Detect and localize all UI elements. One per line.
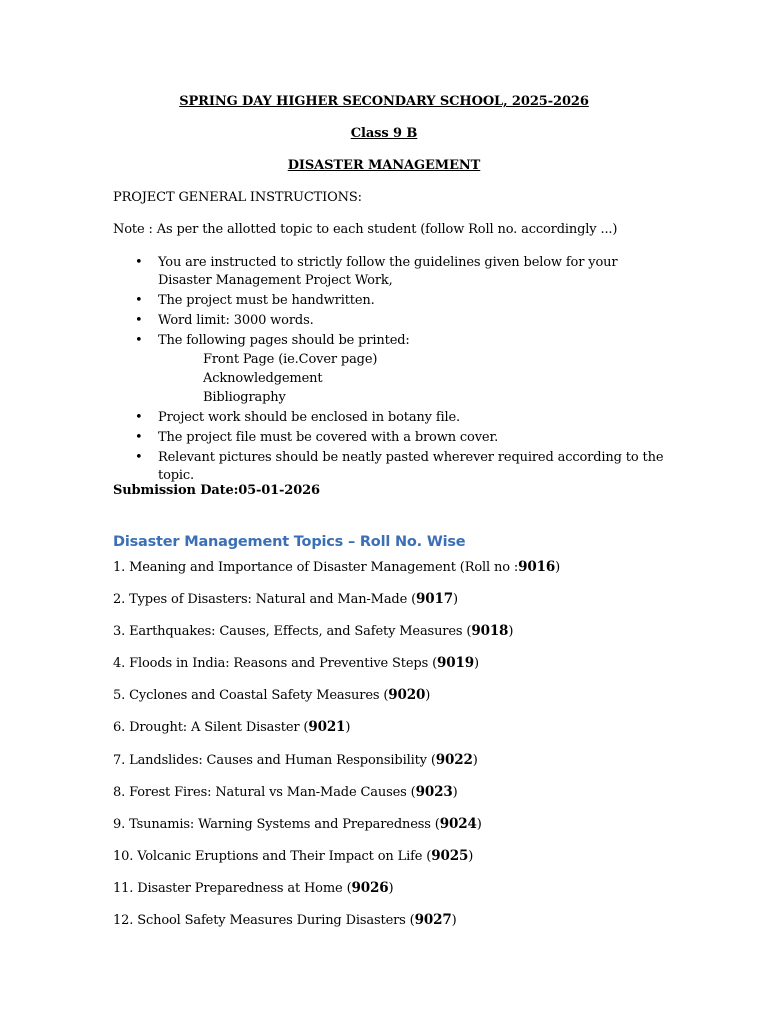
topic-item	[113, 911, 560, 943]
topic-text: 2. Types of Disasters: Natural and Man-Made (	[113, 592, 417, 608]
topic-text: 9. Tsunamis: Warning Systems and Preparedness (	[113, 816, 440, 832]
list-item: • You are instructed to strictly follow the guidelines given below for your Disaster Management Project Work,	[135, 255, 618, 288]
instructions-note: Note : As per the allotted topic to each student (follow Roll no. accordingly ...)	[113, 222, 618, 237]
topic-text: 4. Floods in India: Reasons and Preventive Steps (	[113, 656, 438, 672]
topic-roll-number: 9016	[518, 559, 556, 575]
topic-close: )	[453, 592, 458, 608]
topic-item	[113, 654, 560, 686]
printed-page-item: Bibliography	[203, 390, 286, 405]
topic-roll-number: 9022	[435, 751, 473, 768]
list-item: • The following pages should be printed: Front Page (ie.Cover page) Acknowledgement Bibliography	[113, 332, 673, 407]
printed-page-item: Front Page (ie.Cover page)	[203, 352, 378, 367]
topic-roll-number: 9021	[308, 719, 346, 736]
topic-roll-number: 9019	[437, 655, 475, 672]
topic-roll-number: 9024	[439, 815, 477, 832]
bullet-icon: •	[135, 255, 143, 270]
topic-close: )	[508, 624, 514, 640]
topic-item	[113, 879, 560, 911]
topic-roll-number: 9018	[471, 623, 509, 640]
bullet-icon: •	[135, 450, 143, 465]
topic-close: )	[345, 720, 351, 736]
topic-text: 5. Cyclones and Coastal Safety Measures (	[113, 688, 389, 704]
instructions-list	[113, 254, 673, 487]
subject-title: DISASTER MANAGEMENT	[287, 158, 481, 173]
topics-list	[113, 558, 560, 943]
topic-text: 8. Forest Fires: Natural vs Man-Made Causes (	[113, 784, 416, 800]
list-item: • Word limit: 3000 words.	[135, 313, 314, 328]
school-title: SPRING DAY HIGHER SECONDARY SCHOOL, 2025-2026	[179, 94, 589, 109]
list-item: • Project work should be enclosed in botany file.	[135, 410, 461, 425]
bullet-icon: •	[135, 293, 143, 308]
topic-roll-number: 9023	[415, 783, 453, 800]
topic-roll-number: 9020	[388, 687, 426, 704]
topic-text: 7. Landslides: Causes and Human Responsibility (	[113, 752, 436, 768]
topic-close: )	[476, 816, 482, 832]
topic-text: 12. School Safety Measures During Disasters (	[113, 913, 415, 929]
topic-item	[113, 590, 560, 622]
topic-text: 10. Volcanic Eruptions and Their Impact on Life (	[113, 848, 432, 864]
instructions-title: PROJECT GENERAL INSTRUCTIONS:	[113, 190, 362, 205]
topic-roll-number: 9027	[414, 912, 452, 929]
topic-item	[113, 751, 560, 783]
topic-item	[113, 686, 560, 718]
list-item: • Relevant pictures should be neatly pasted wherever required according to the topic.	[135, 450, 664, 483]
topic-close: )	[452, 784, 458, 800]
bullet-icon: •	[135, 410, 143, 425]
topic-text: 6. Drought: A Silent Disaster (	[113, 720, 309, 736]
topic-roll-number: 9026	[351, 879, 389, 896]
class-title: Class 9 B	[350, 126, 418, 141]
topic-item	[113, 847, 560, 879]
printed-page-item: Acknowledgement	[203, 371, 323, 386]
submission-date: Submission Date:05-01-2026	[113, 483, 320, 498]
topics-heading: Disaster Management Topics – Roll No. Wise	[113, 534, 466, 550]
topic-roll-number: 9017	[416, 591, 454, 608]
topic-close: )	[425, 688, 431, 704]
topic-roll-number: 9025	[431, 847, 469, 864]
topic-text: 1. Meaning and Importance of Disaster Management (Roll no :	[113, 560, 519, 575]
topic-close: )	[388, 880, 394, 896]
topic-text: 11. Disaster Preparedness at Home (	[113, 880, 352, 896]
topic-item	[113, 622, 560, 654]
printed-pages-list	[158, 350, 673, 407]
topic-close: )	[468, 848, 474, 864]
bullet-icon: •	[135, 430, 143, 445]
topic-item	[113, 783, 560, 815]
bullet-icon: •	[135, 333, 143, 348]
bullet-icon: •	[135, 313, 143, 328]
topic-item	[113, 718, 560, 750]
topic-close: )	[474, 656, 479, 672]
topic-close: )	[451, 913, 457, 929]
topic-text: 3. Earthquakes: Causes, Effects, and Safety Measures (	[113, 624, 472, 640]
topic-close: )	[555, 560, 561, 575]
topic-item	[113, 558, 560, 590]
topic-close: )	[472, 752, 478, 768]
topic-item	[113, 815, 560, 847]
list-item: • The project file must be covered with a brown cover.	[135, 430, 499, 445]
list-item: • The project must be handwritten.	[135, 293, 375, 308]
